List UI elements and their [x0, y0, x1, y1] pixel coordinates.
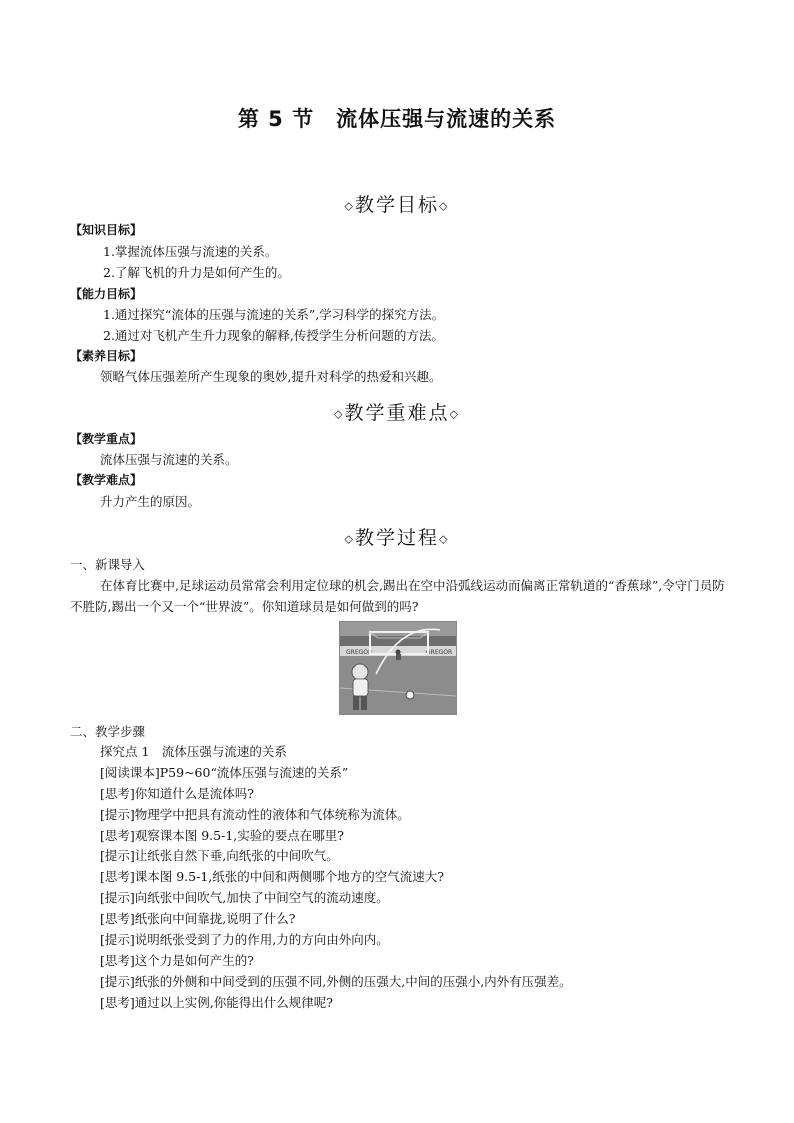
soccer-scene-graphic	[340, 622, 456, 714]
step-line: [阅读课本]P59~60“流体压强与流速的关系”	[100, 765, 349, 780]
step-line: [思考]观察课本图 9.5-1,实验的要点在哪里?	[100, 828, 344, 843]
diamond-icon: ◇	[344, 532, 355, 546]
explore-point-heading: 探究点 1 流体压强与流速的关系	[100, 744, 287, 759]
quality-goal-item: 领略气体压强差所产生现象的奥妙,提升对科学的热爱和兴趣。	[100, 369, 442, 384]
part1-paragraph: 在体育比赛中,足球运动员常常会利用定位球的机会,踢出在空中沿弧线运动而偏离正常轨道的“香蕉球”,令守门员防不胜防,踢出一个又一个“世界波”。你知道球员是如何做到的吗?	[70, 578, 725, 614]
photo-banner-right: GREGOR	[426, 649, 453, 656]
section-heading-keypoints-label: 教学重难点	[344, 402, 450, 424]
diamond-icon: ◇	[439, 532, 450, 546]
step-line: [提示]说明纸张受到了力的作用,力的方向由外向内。	[100, 932, 389, 947]
ability-goal-item: 2.通过对飞机产生升力现象的解释,传授学生分析问题的方法。	[103, 328, 444, 343]
quality-goals-tag: 【素养目标】	[70, 349, 143, 363]
diamond-icon: ◇	[344, 199, 355, 213]
section-heading-process-label: 教学过程	[354, 527, 439, 549]
teaching-focus-tag: 【教学重点】	[70, 432, 143, 446]
part2-heading: 二、教学步骤	[70, 724, 146, 739]
teaching-difficulty-text: 升力产生的原因。	[100, 494, 201, 509]
knowledge-goal-item: 2.了解飞机的升力是如何产生的。	[103, 265, 290, 280]
step-line: [思考]你知道什么是流体吗?	[100, 786, 254, 801]
step-line: [思考]纸张向中间靠拢,说明了什么?	[100, 911, 296, 926]
diamond-icon: ◇	[439, 199, 450, 213]
step-line: [思考]通过以上实例,你能得出什么规律呢?	[100, 995, 333, 1010]
ability-goals-tag: 【能力目标】	[70, 287, 143, 301]
photo-banner-left: GREGOR	[346, 649, 373, 656]
ability-goal-item: 1.通过探究“流体的压强与流速的关系”,学习科学的探究方法。	[103, 307, 445, 322]
teaching-focus-text: 流体压强与流速的关系。	[100, 452, 238, 467]
diamond-icon: ◇	[449, 407, 460, 421]
section-heading-goals	[0, 190, 794, 217]
step-line: [思考]课本图 9.5-1,纸张的中间和两侧哪个地方的空气流速大?	[100, 869, 444, 884]
step-line: [提示]物理学中把具有流动性的液体和气体统称为流体。	[100, 807, 410, 822]
step-line: [提示]向纸张中间吹气,加快了中间空气的流动速度。	[100, 890, 389, 905]
soccer-free-kick-image	[339, 621, 457, 715]
page-title: 第 5 节 流体压强与流速的关系	[237, 107, 557, 131]
knowledge-goal-item: 1.掌握流体压强与流速的关系。	[103, 244, 278, 259]
section-heading-process	[0, 523, 794, 550]
step-line: [思考]这个力是如何产生的?	[100, 953, 254, 968]
step-line: [提示]纸张的外侧和中间受到的压强不同,外侧的压强大,中间的压强小,内外有压强差。	[100, 974, 572, 989]
knowledge-goals-tag: 【知识目标】	[70, 223, 143, 237]
section-heading-keypoints	[0, 398, 794, 425]
section-heading-goals-label: 教学目标	[354, 194, 439, 216]
diamond-icon: ◇	[334, 407, 345, 421]
step-line: [提示]让纸张自然下垂,向纸张的中间吹气。	[100, 848, 339, 863]
teaching-difficulty-tag: 【教学难点】	[70, 473, 143, 487]
part1-heading: 一、新课导入	[70, 557, 146, 572]
